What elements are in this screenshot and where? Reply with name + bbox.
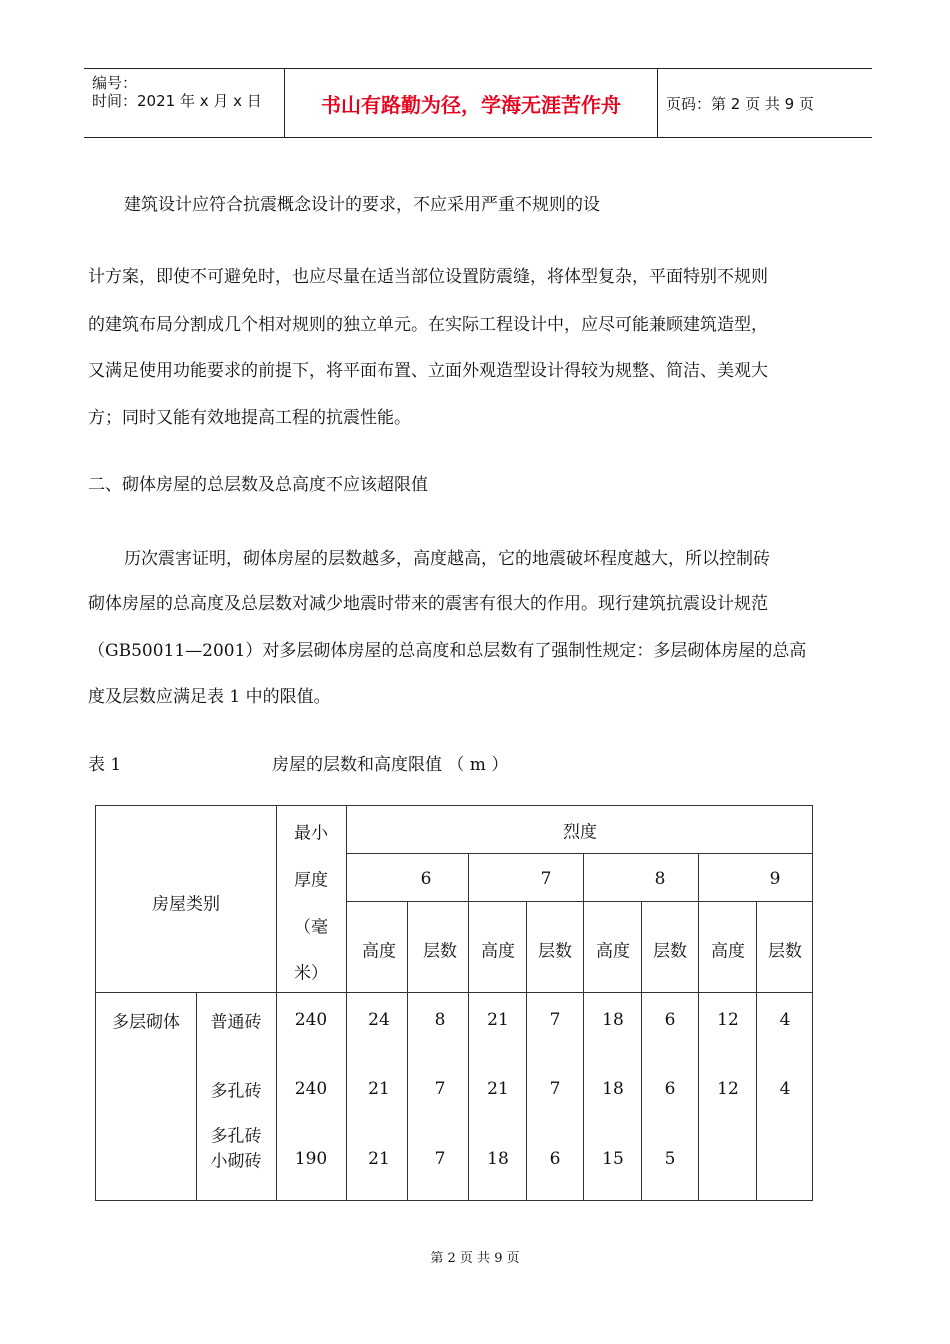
section-heading: 二、砌体房屋的总层数及总高度不应该超限值 [88,475,428,495]
table-rule [276,806,277,1200]
table-label: 表 1 [88,755,122,775]
cell-height-value: 18 [487,1149,509,1169]
paragraph-line: （GB50011—2001）对多层砌体房屋的总高度和总层数有了强制性规定：多层砌体房屋的总高 [88,641,807,661]
table-rule [96,992,813,993]
category-label: 多层砌体 [112,1012,180,1033]
row-type: 小砌砖 [210,1151,262,1172]
doc-number-label: 编号： [92,74,138,92]
table-rule [346,806,347,1200]
table-rule [698,853,699,1200]
page-footer: 第 2 页 共 9 页 [430,1251,520,1266]
cell-floors-value: 8 [434,1010,446,1030]
cell-floors-value: 6 [664,1079,676,1099]
subheader-height: 高度 [711,941,745,962]
doc-time-label: 时间：2021 年 x 月 x 日 [92,92,262,110]
row-type: 多孔砖 [210,1126,262,1147]
header-house-type: 房屋类别 [152,894,220,915]
paragraph-line: 砌体房屋的总高度及总层数对减少地震时带来的震害有很大的作用。现行建筑抗震设计规范 [88,594,768,614]
paragraph-line: 计方案，即使不可避免时，也应尽量在适当部位设置防震缝，将体型复杂，平面特别不规则 [88,267,768,287]
paragraph-line: 方；同时又能有效地提高工程的抗震性能。 [88,408,411,428]
row-thickness: 240 [294,1010,328,1030]
subheader-floors: 层数 [423,941,457,962]
cell-floors-value: 6 [549,1149,561,1169]
header-min-thickness: （毫 [294,917,328,938]
subheader-floors: 层数 [768,941,802,962]
cell-floors-value: 7 [434,1149,446,1169]
cell-height-value: 21 [487,1079,509,1099]
subheader-floors: 层数 [653,941,687,962]
cell-floors-value: 5 [664,1149,676,1169]
header-intensity: 烈度 [563,822,597,843]
cell-height-value: 12 [717,1010,739,1030]
row-thickness: 240 [294,1079,328,1099]
page-header [84,68,872,138]
subheader-floors: 层数 [538,941,572,962]
cell-height-value: 21 [487,1010,509,1030]
intensity-level: 8 [654,869,666,889]
paragraph-line: 的建筑布局分割成几个相对规则的独立单元。在实际工程设计中，应尽可能兼顾建筑造型， [88,315,768,335]
cell-height-value: 15 [602,1149,624,1169]
paragraph-1: 建筑设计应符合抗震概念设计的要求，不应采用严重不规则的设 [124,195,600,215]
table-rule [583,853,584,1200]
table-rule [346,853,813,854]
header-page-info: 页码：第 2 页 共 9 页 [666,95,814,113]
intensity-level: 7 [540,869,552,889]
cell-floors-value: 4 [779,1079,791,1099]
header-min-thickness: 米） [294,963,328,984]
cell-height-value: 21 [368,1079,390,1099]
row-thickness: 190 [294,1149,328,1169]
subheader-height: 高度 [362,941,396,962]
header-min-thickness: 厚度 [294,870,328,891]
cell-floors-value: 4 [779,1010,791,1030]
cell-height-value: 12 [717,1079,739,1099]
cell-floors-value: 7 [549,1079,561,1099]
header-meta [92,69,282,137]
cell-height-value: 18 [602,1010,624,1030]
intensity-level: 6 [420,869,432,889]
paragraph-line: 又满足使用功能要求的前提下，将平面布置、立面外观造型设计得较为规整、简洁、美观大 [88,361,768,381]
table-rule [641,901,642,1200]
subheader-height: 高度 [481,941,515,962]
cell-height-value: 21 [368,1149,390,1169]
limits-table [95,805,813,1201]
paragraph-line: 度及层数应满足表 1 中的限值。 [88,687,331,707]
table-rule [468,853,469,1200]
cell-floors-value: 6 [664,1010,676,1030]
cell-floors-value: 7 [549,1010,561,1030]
cell-floors-value: 7 [434,1079,446,1099]
paragraph-line: 历次震害证明，砌体房屋的层数越多，高度越高，它的地震破坏程度越大，所以控制砖 [124,549,770,569]
header-divider [657,69,658,137]
table-rule [196,992,197,1200]
table-rule [526,901,527,1200]
cell-height-value: 18 [602,1079,624,1099]
table-rule [407,901,408,1200]
table-rule [346,901,813,902]
cell-height-value: 24 [368,1010,390,1030]
header-min-thickness: 最小 [294,823,328,844]
row-type: 多孔砖 [210,1081,262,1102]
intensity-level: 9 [769,869,781,889]
subheader-height: 高度 [596,941,630,962]
row-type: 普通砖 [210,1012,262,1033]
table-caption: 房屋的层数和高度限值 （ m ） [272,755,509,775]
header-motto: 书山有路勤为径，学海无涯苦作舟 [321,93,621,117]
table-rule [756,901,757,1200]
